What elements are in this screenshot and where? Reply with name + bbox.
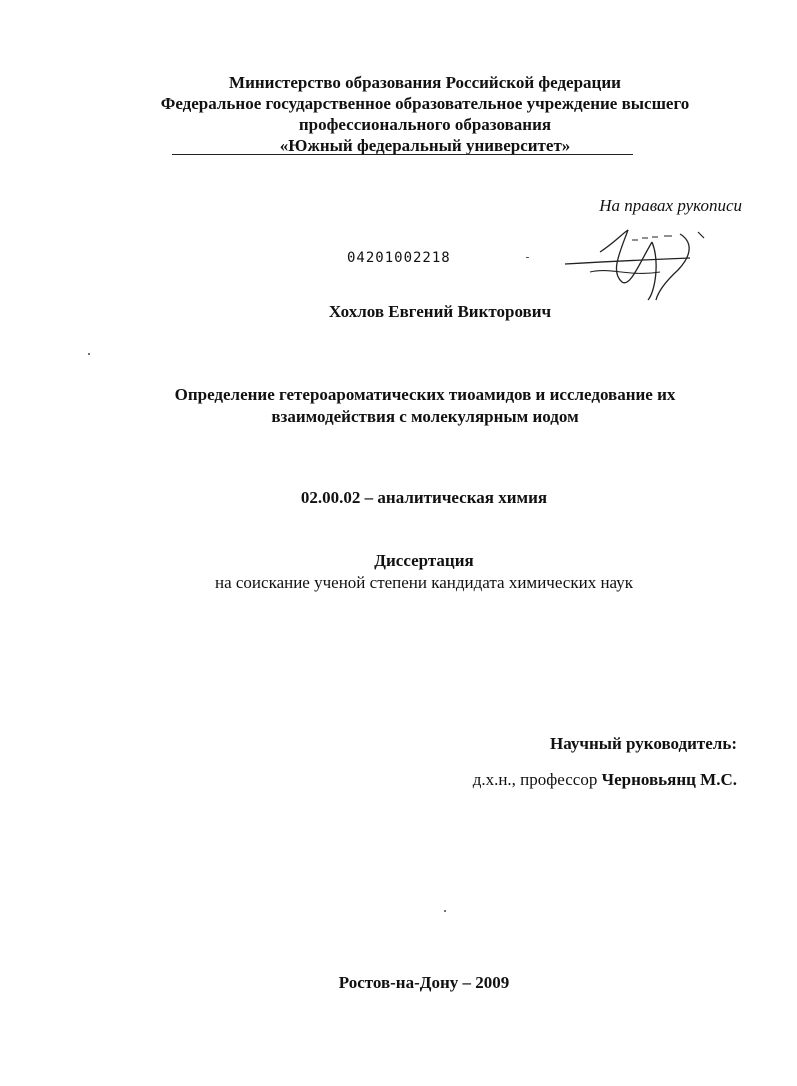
inventory-number: 04201002218 <box>347 250 451 266</box>
author-name: Хохлов Евгений Викторович <box>328 302 552 321</box>
degree-statement: на соискание ученой степени кандидата химических наук <box>214 573 633 592</box>
scan-speck <box>88 353 90 355</box>
supervisor-label: Научный руководитель: <box>550 734 737 753</box>
handwritten-signature <box>560 222 720 304</box>
specialty-code: 02.00.02 – аналитическая химия <box>300 488 548 507</box>
scan-speck <box>526 257 529 258</box>
supervisor-title: д.х.н., профессор <box>472 770 602 789</box>
ministry-line: Министерство образования Российской федерации <box>229 73 621 92</box>
education-level-line: профессионального образования <box>298 115 552 134</box>
institution-type-line: Федеральное государственное образовательное учреждение высшего <box>160 94 690 113</box>
title-line-1: Определение гетероароматических тиоамидов и исследование их <box>174 385 676 404</box>
title-line-2: взаимодействия с молекулярным иодом <box>271 407 579 426</box>
supervisor-name: Черновьянц М.С. <box>601 770 737 789</box>
manuscript-rights-note: На правах рукописи <box>599 196 742 215</box>
dissertation-block <box>0 550 797 594</box>
university-name: «Южный федеральный университет» <box>279 136 571 155</box>
header-underline <box>172 154 633 155</box>
supervisor-line <box>400 762 737 798</box>
city-year: Ростов-на-Дону – 2009 <box>338 973 510 992</box>
dissertation-heading: Диссертация <box>374 551 474 570</box>
supervisor-block <box>400 726 737 798</box>
scan-speck <box>444 910 446 912</box>
dissertation-title <box>0 384 797 428</box>
institution-header <box>0 72 797 156</box>
